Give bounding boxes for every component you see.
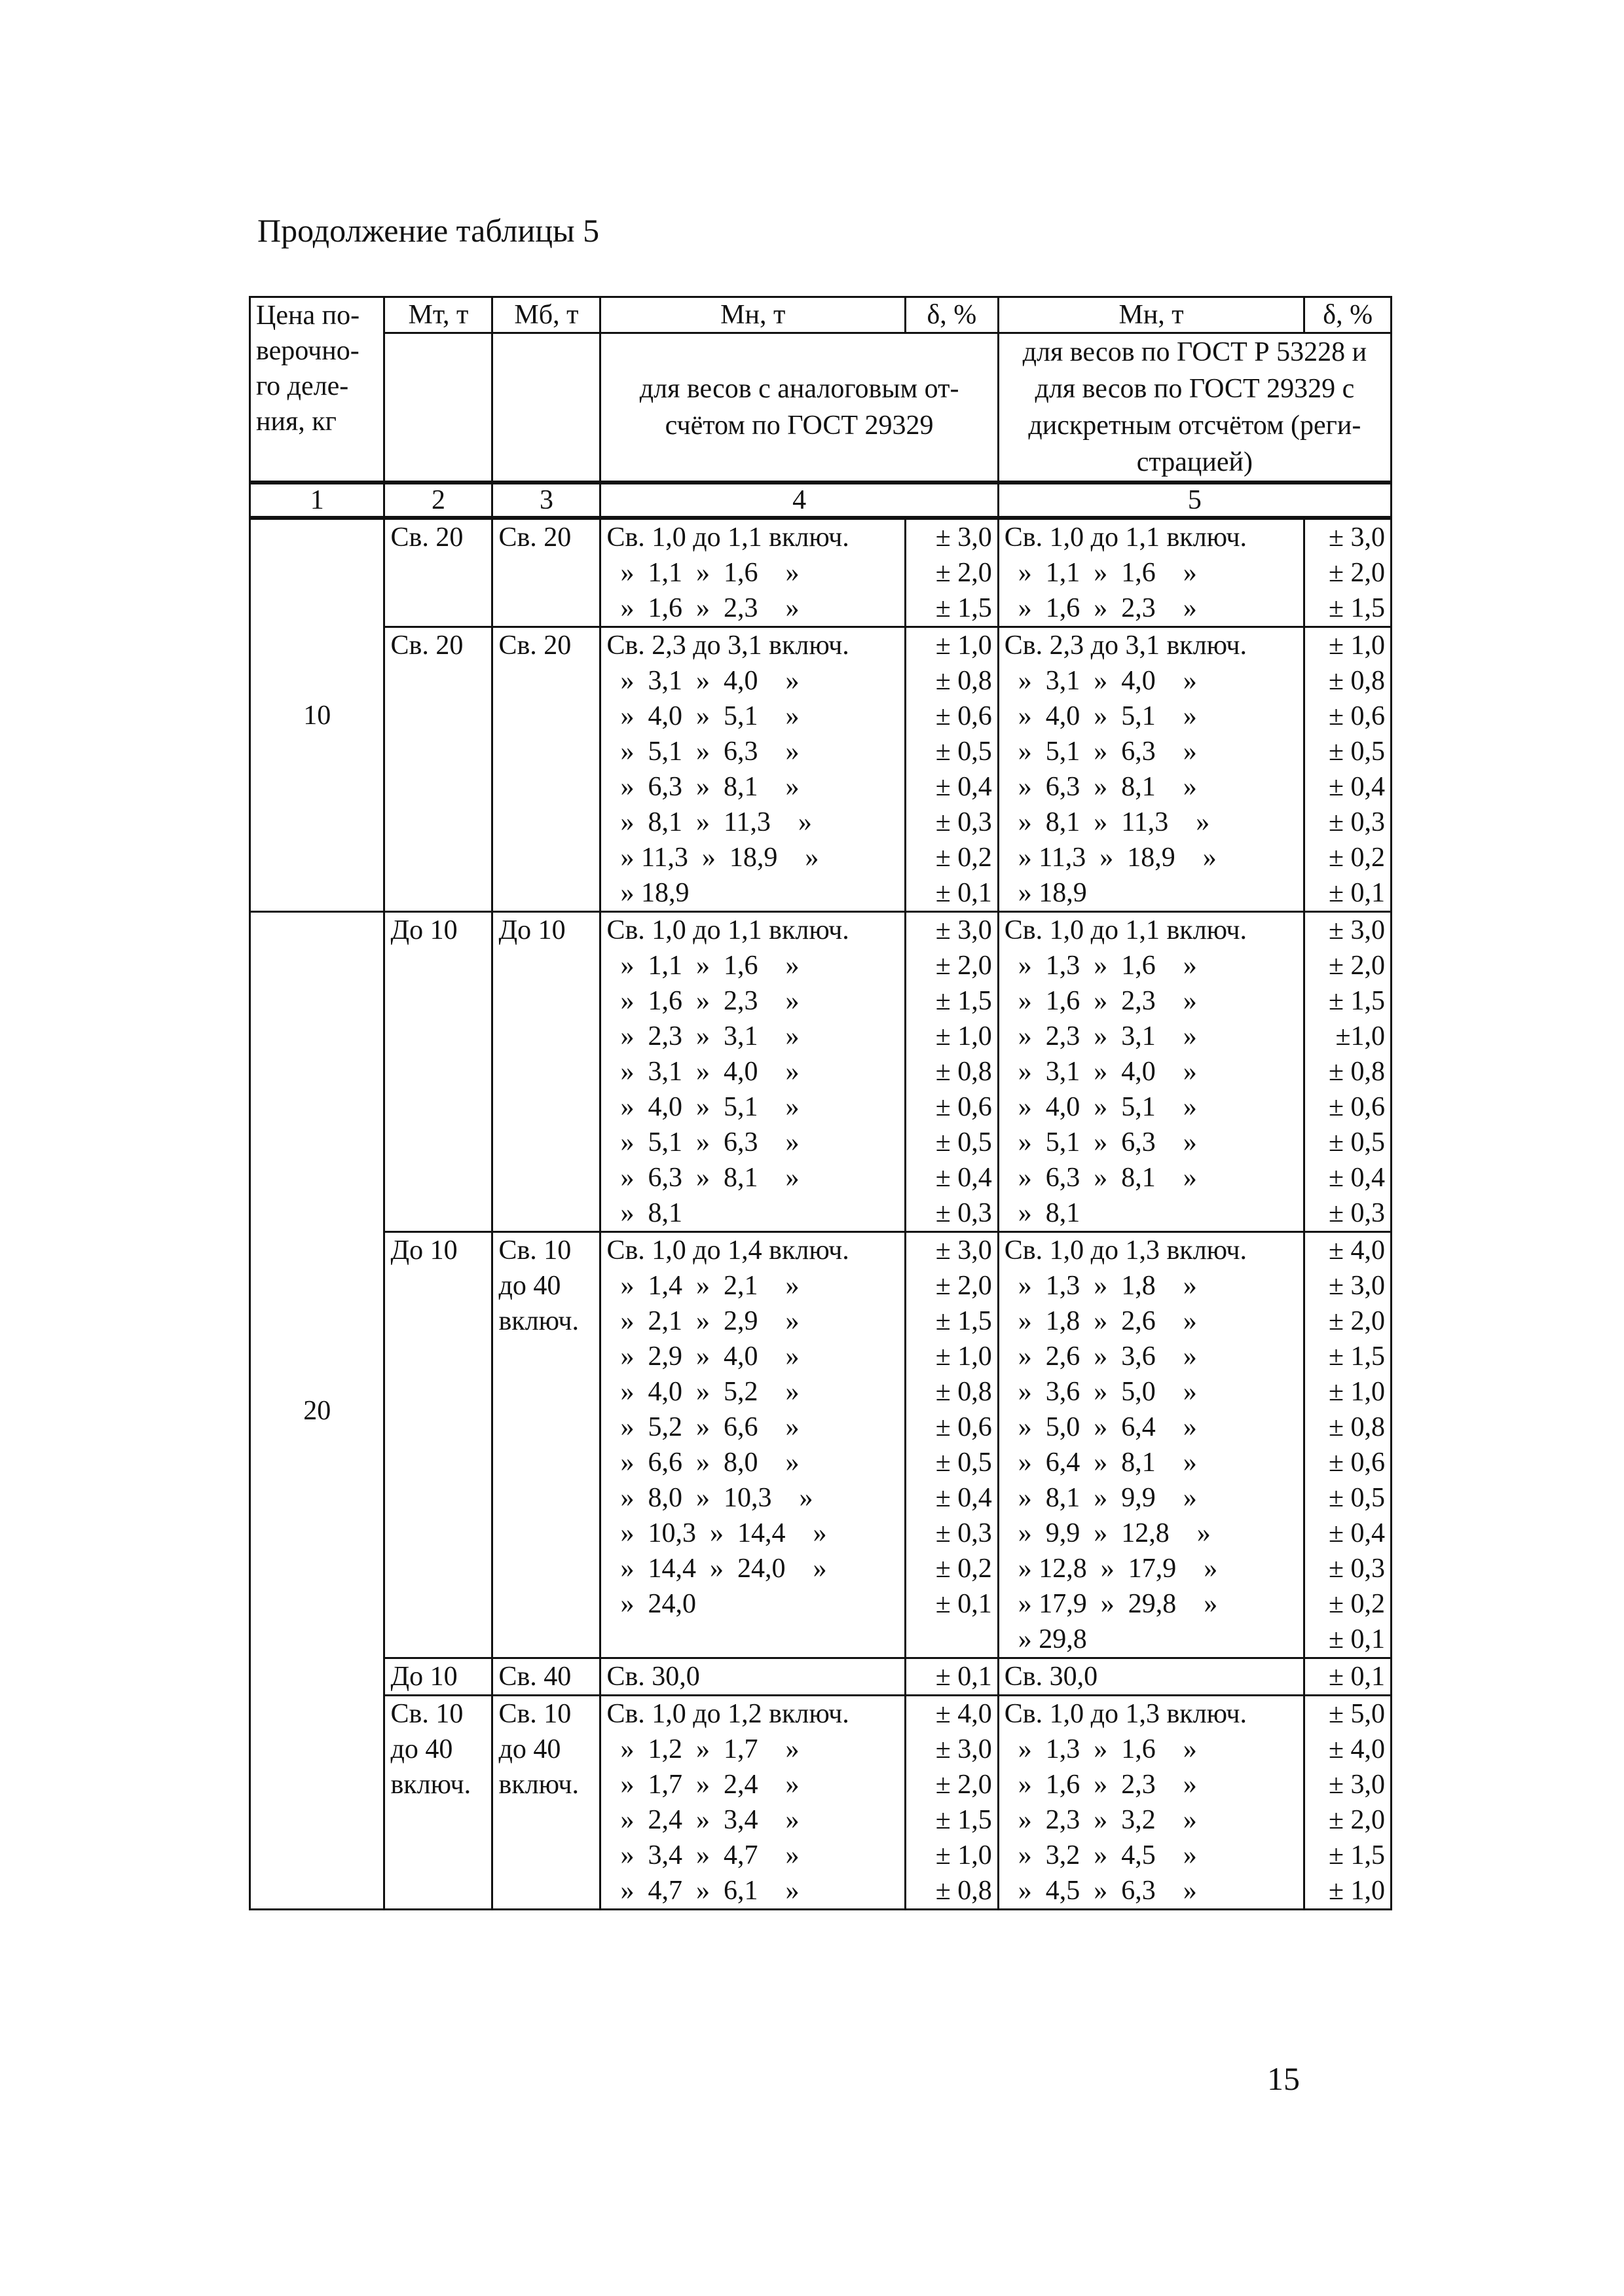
delta-analog-cell	[906, 627, 999, 912]
header-delta-analog: δ, %	[906, 297, 999, 333]
mn-discrete-cell-text: Св. 30,0	[1004, 1662, 1098, 1692]
mn-discrete-cell	[998, 1696, 1304, 1910]
mn-analog-cell-text: Св. 1,0 до 1,1 включ. » 1,1 » 1,6 » » 1,6 » 2,3 » » 2,3 » 3,1 » » 3,1 » 4,0 » » 4,0 » 5,1 » » 5,1 » 6,3 » » 6,3 » 8,1 » » 8,1	[606, 915, 849, 1228]
column-number: 3	[492, 483, 600, 518]
mt-cell	[384, 1232, 492, 1658]
mb-cell-text: Св. 20	[498, 522, 572, 553]
delta-discrete-cell-text: ± 0,1	[1328, 1662, 1385, 1692]
mb-cell	[492, 1658, 600, 1696]
mb-cell-text: Св. 40	[498, 1662, 572, 1692]
delta-discrete-cell	[1304, 1696, 1392, 1910]
mn-discrete-cell-text: Св. 1,0 до 1,1 включ. » 1,1 » 1,6 » » 1,6 » 2,3 »	[1004, 522, 1247, 623]
mt-cell-text: Св. 20	[390, 522, 464, 553]
mn-analog-cell	[600, 627, 906, 912]
header-analog-description: для весов с аналоговым от- счётом по ГОСТ 29329	[600, 333, 998, 483]
table-row	[250, 518, 1392, 627]
weights-table	[249, 296, 1392, 1910]
delta-discrete-cell	[1304, 627, 1392, 912]
mn-analog-cell-text: Св. 1,0 до 1,1 включ. » 1,1 » 1,6 » » 1,6 » 2,3 »	[606, 522, 849, 623]
column-number: 4	[600, 483, 998, 518]
header-price-division: Цена по- верочно- го деле- ния, кг	[250, 297, 384, 483]
mn-analog-cell	[600, 1232, 906, 1658]
mn-discrete-cell-text: Св. 1,0 до 1,3 включ. » 1,3 » 1,6 » » 1,6 » 2,3 » » 2,3 » 3,2 » » 3,2 » 4,5 » » 4,5 » 6,3 »	[1004, 1699, 1247, 1906]
mb-cell-text: До 10	[498, 915, 566, 945]
mn-discrete-cell	[998, 1232, 1304, 1658]
delta-discrete-cell-text: ± 3,0 ± 2,0 ± 1,5	[1328, 522, 1385, 623]
mn-discrete-cell	[998, 627, 1304, 912]
delta-discrete-cell	[1304, 912, 1392, 1232]
delta-analog-cell-text: ± 4,0 ± 3,0 ± 2,0 ± 1,5 ± 1,0 ± 0,8	[935, 1699, 992, 1906]
mn-discrete-cell-text: Св. 1,0 до 1,3 включ. » 1,3 » 1,8 » » 1,8 » 2,6 » » 2,6 » 3,6 » » 3,6 » 5,0 » » 5,0 » 6,4 » » 6,4 » 8,1 » » 8,1 » 9,9 » » 9,9 » 12,8 » » 12,8 » 17,9 » » 17,9 » 29,8 » » 29,8	[1004, 1235, 1247, 1654]
delta-analog-cell	[906, 1232, 999, 1658]
delta-discrete-cell-text: ± 3,0 ± 2,0 ± 1,5 ±1,0 ± 0,8 ± 0,6 ± 0,5 ± 0,4 ± 0,3	[1328, 915, 1385, 1228]
mb-cell	[492, 1232, 600, 1658]
header-mn-discrete: Мн, т	[998, 297, 1304, 333]
header-discrete-description: для весов по ГОСТ Р 53228 и для весов по ГОСТ 29329 с дискретным отсчётом (реги- страцией)	[998, 333, 1391, 483]
mn-discrete-cell-text: Св. 1,0 до 1,1 включ. » 1,3 » 1,6 » » 1,6 » 2,3 » » 2,3 » 3,1 » » 3,1 » 4,0 » » 4,0 » 5,1 » » 5,1 » 6,3 » » 6,3 » 8,1 » » 8,1	[1004, 915, 1247, 1228]
delta-discrete-cell-text: ± 4,0 ± 3,0 ± 2,0 ± 1,5 ± 1,0 ± 0,8 ± 0,6 ± 0,5 ± 0,4 ± 0,3 ± 0,2 ± 0,1	[1328, 1235, 1385, 1654]
mn-discrete-cell	[998, 518, 1304, 627]
column-numbers-row	[250, 483, 1392, 518]
mb-cell	[492, 1696, 600, 1910]
table-row	[250, 1696, 1392, 1910]
table-caption: Продолжение таблицы 5	[257, 212, 600, 249]
mb-cell-text: Св. 10 до 40 включ.	[498, 1235, 580, 1336]
mb-cell	[492, 627, 600, 912]
price-division-cell: 10	[250, 518, 384, 912]
mn-analog-cell-text: Св. 1,0 до 1,4 включ. » 1,4 » 2,1 » » 2,1 » 2,9 » » 2,9 » 4,0 » » 4,0 » 5,2 » » 5,2 » 6,6 » » 6,6 » 8,0 » » 8,0 » 10,3 » » 10,3 » 14,4 » » 14,4 » 24,0 » » 24,0	[606, 1235, 849, 1619]
mn-analog-cell	[600, 1696, 906, 1910]
mn-analog-cell	[600, 518, 906, 627]
mt-cell	[384, 1658, 492, 1696]
mn-analog-cell	[600, 912, 906, 1232]
header-mt-empty	[384, 333, 492, 483]
mt-cell-text: Св. 20	[390, 630, 464, 661]
table-row	[250, 1658, 1392, 1696]
mb-cell	[492, 912, 600, 1232]
delta-analog-cell-text: ± 3,0 ± 2,0 ± 1,5	[935, 522, 992, 623]
delta-discrete-cell	[1304, 518, 1392, 627]
delta-analog-cell-text: ± 1,0 ± 0,8 ± 0,6 ± 0,5 ± 0,4 ± 0,3 ± 0,2 ± 0,1	[935, 630, 992, 908]
mt-cell-text: До 10	[390, 1662, 458, 1692]
mt-cell-text: До 10	[390, 915, 458, 945]
page-number: 15	[1267, 2060, 1300, 2097]
delta-analog-cell	[906, 518, 999, 627]
table-body	[250, 518, 1392, 1910]
mb-cell-text: Св. 10 до 40 включ.	[498, 1699, 580, 1800]
mt-cell	[384, 627, 492, 912]
delta-discrete-cell	[1304, 1232, 1392, 1658]
table-row	[250, 1232, 1392, 1658]
mn-discrete-cell	[998, 912, 1304, 1232]
table-row	[250, 627, 1392, 912]
mt-cell-text: Св. 10 до 40 включ.	[390, 1699, 471, 1800]
price-division-cell: 20	[250, 912, 384, 1910]
mn-analog-cell-text: Св. 2,3 до 3,1 включ. » 3,1 » 4,0 » » 4,0 » 5,1 » » 5,1 » 6,3 » » 6,3 » 8,1 » » 8,1 » 11,3 » » 11,3 » 18,9 » » 18,9	[606, 630, 849, 908]
header-mn-analog: Мн, т	[600, 297, 906, 333]
delta-discrete-cell-text: ± 1,0 ± 0,8 ± 0,6 ± 0,5 ± 0,4 ± 0,3 ± 0,2 ± 0,1	[1328, 630, 1385, 908]
mt-cell	[384, 1696, 492, 1910]
header-mt: Мт, т	[384, 297, 492, 333]
column-number: 1	[250, 483, 384, 518]
delta-discrete-cell	[1304, 1658, 1392, 1696]
delta-analog-cell	[906, 912, 999, 1232]
mn-analog-cell	[600, 1658, 906, 1696]
header-delta-discrete: δ, %	[1304, 297, 1392, 333]
delta-analog-cell-text: ± 3,0 ± 2,0 ± 1,5 ± 1,0 ± 0,8 ± 0,6 ± 0,5 ± 0,4 ± 0,3 ± 0,2 ± 0,1	[935, 1235, 992, 1619]
table-header	[250, 297, 1392, 519]
mt-cell	[384, 518, 492, 627]
mb-cell-text: Св. 20	[498, 630, 572, 661]
header-mb: Мб, т	[492, 297, 600, 333]
mn-discrete-cell	[998, 1658, 1304, 1696]
delta-analog-cell	[906, 1658, 999, 1696]
column-number: 5	[998, 483, 1391, 518]
delta-analog-cell-text: ± 0,1	[935, 1662, 992, 1692]
mn-analog-cell-text: Св. 30,0	[606, 1662, 700, 1692]
mn-analog-cell-text: Св. 1,0 до 1,2 включ. » 1,2 » 1,7 » » 1,7 » 2,4 » » 2,4 » 3,4 » » 3,4 » 4,7 » » 4,7 » 6,1 »	[606, 1699, 849, 1906]
mt-cell-text: До 10	[390, 1235, 458, 1266]
mn-discrete-cell-text: Св. 2,3 до 3,1 включ. » 3,1 » 4,0 » » 4,0 » 5,1 » » 5,1 » 6,3 » » 6,3 » 8,1 » » 8,1 » 11,3 » » 11,3 » 18,9 » » 18,9	[1004, 630, 1247, 908]
delta-analog-cell-text: ± 3,0 ± 2,0 ± 1,5 ± 1,0 ± 0,8 ± 0,6 ± 0,5 ± 0,4 ± 0,3	[935, 915, 992, 1228]
table-row	[250, 912, 1392, 1232]
delta-analog-cell	[906, 1696, 999, 1910]
mt-cell	[384, 912, 492, 1232]
delta-discrete-cell-text: ± 5,0 ± 4,0 ± 3,0 ± 2,0 ± 1,5 ± 1,0	[1328, 1699, 1385, 1906]
header-mb-empty	[492, 333, 600, 483]
mb-cell	[492, 518, 600, 627]
column-number: 2	[384, 483, 492, 518]
